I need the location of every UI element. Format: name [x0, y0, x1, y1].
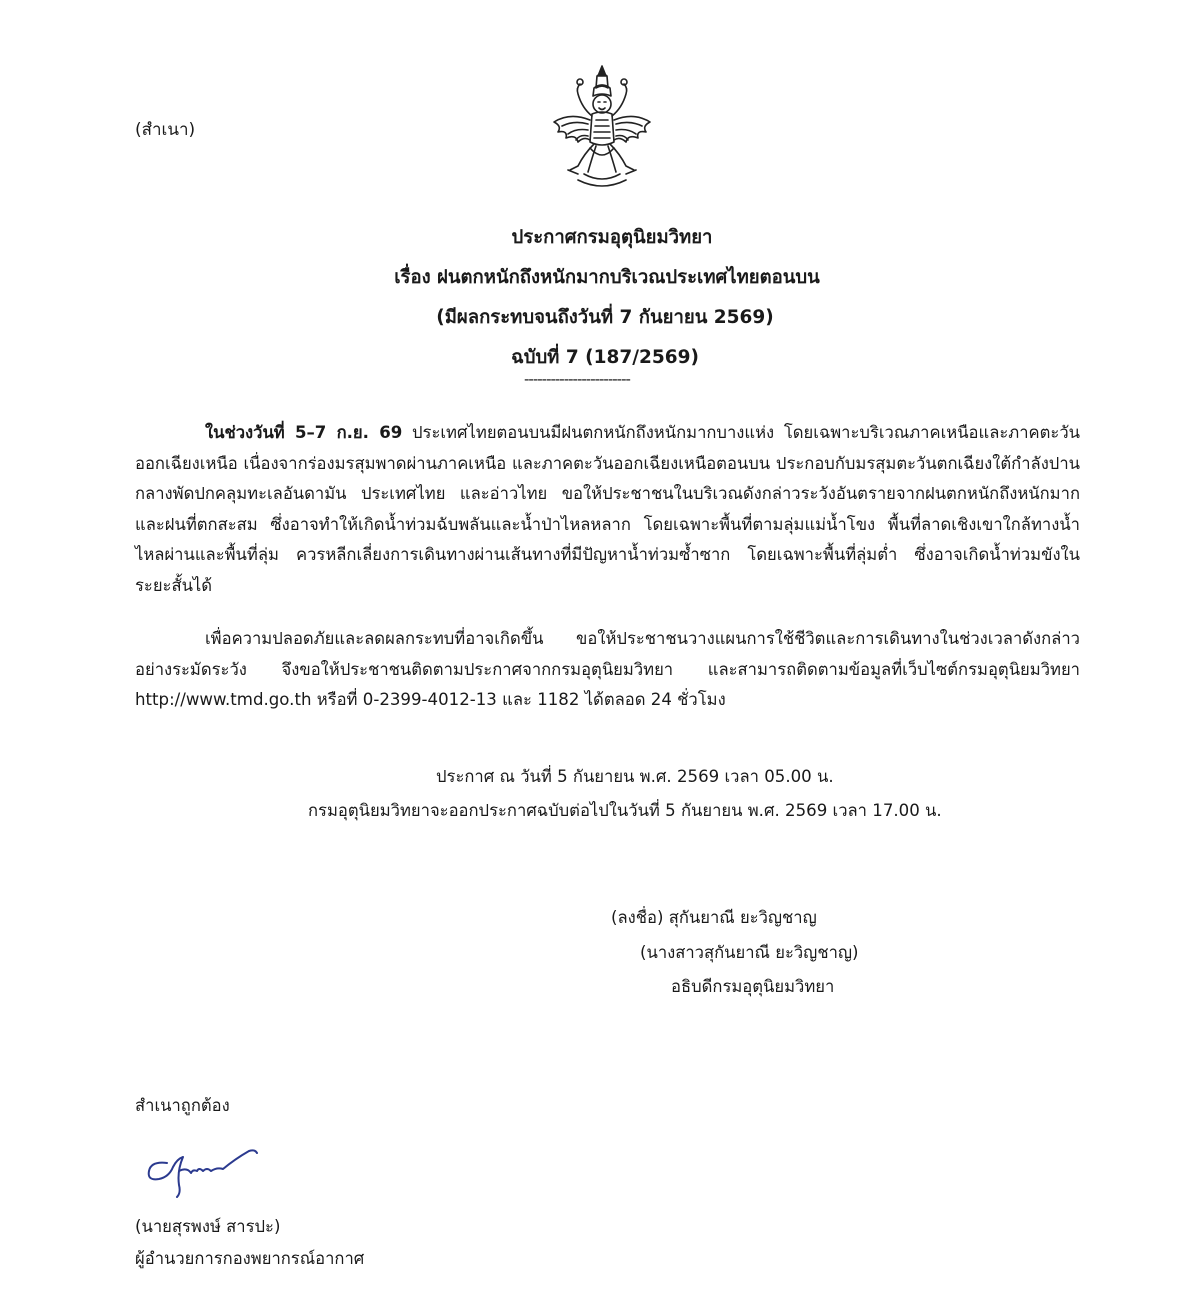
next-issue-note: กรมอุตุนิยมวิทยาจะออกประกาศฉบับต่อไปในวันที่ 5 กันยายน พ.ศ. 2569 เวลา 17.00 น. [308, 801, 942, 820]
title-rule: ------------------------ [524, 370, 630, 388]
certifier-name: (นายสุรพงษ์ สารปะ) [135, 1217, 281, 1236]
signatory-full-name: (นางสาวสุกันยาณี ยะวิญชาญ) [640, 943, 859, 962]
paragraph-1-text: ประเทศไทยตอนบนมีฝนตกหนักถึงหนักมากบางแห่ง โดยเฉพาะบริเวณภาคเหนือและภาคตะวันออกเฉียงเหนือ เนื่องจากร่องมรสุมพาดผ่านภาคเหนือ และภาคตะวันออกเฉียงเหนือตอนบน ประกอบกับมรสุมตะวันตกเฉียงใต้กำลังปานกลางพัดปกคลุมทะเลอันดามัน ประเทศไทย และอ่าวไทย ขอให้ประชาชนในบริเวณดังกล่าวระวังอันตรายจากฝนตกหนักถึงหนักมากและฝนที่ตกสะสม ซึ่งอาจทำให้เกิดน้ำท่วมฉับพลันและน้ำป่าไหลหลาก โดยเฉพาะพื้นที่ตามลุ่มแม่น้ำโขง พื้นที่ลาดเชิงเขาใกล้ทางน้ำไหลผ่านและพื้นที่ลุ่ม ควรหลีกเลี่ยงการเดินทางผ่านเส้นทางที่มีปัญหาน้ำท่วมซ้ำซาก โดยเฉพาะพื้นที่ลุ่มต่ำ ซึ่งอาจเกิดน้ำท่วมขังในระยะสั้นได้ [135, 423, 1080, 595]
title-line-3: (มีผลกระทบจนถึงวันที่ 7 กันยายน 2569) [436, 307, 774, 328]
certifier-position: ผู้อำนวยการกองพยากรณ์อากาศ [135, 1249, 365, 1268]
handwritten-signature-icon [137, 1141, 267, 1201]
certified-copy-label: สำเนาถูกต้อง [135, 1096, 230, 1115]
announcement-title [0, 218, 1200, 378]
paragraph-lead: ในช่วงวันที่ 5–7 ก.ย. 69 [205, 423, 403, 442]
copy-mark: (สำเนา) [135, 120, 196, 140]
body-paragraph-1 [135, 418, 1080, 601]
title-line-2: เรื่อง ฝนตกหนักถึงหนักมากบริเวณประเทศไทยตอนบน [394, 267, 820, 288]
signatory-position: อธิบดีกรมอุตุนิยมวิทยา [671, 977, 835, 996]
issued-date: ประกาศ ณ วันที่ 5 กันยายน พ.ศ. 2569 เวลา 05.00 น. [436, 767, 834, 786]
signatory-signed: (ลงชื่อ) สุกันยาณี ยะวิญชาญ [611, 908, 817, 927]
garuda-emblem-icon [548, 62, 656, 192]
body-paragraph-2: เพื่อความปลอดภัยและลดผลกระทบที่อาจเกิดขึ้น ขอให้ประชาชนวางแผนการใช้ชีวิตและการเดินทางในช่วงเวลาดังกล่าวอย่างระมัดระวัง จึงขอให้ประชาชนติดตามประกาศจากกรมอุตุนิยมวิทยา และสามารถติดตามข้อมูลที่เว็บไซต์กรมอุตุนิยมวิทยา http://www.tmd.go.th หรือที่ 0-2399-4012-13 และ 1182 ได้ตลอด 24 ชั่วโมง [135, 629, 1080, 709]
title-line-1: ประกาศกรมอุตุนิยมวิทยา [511, 227, 713, 248]
title-line-4: ฉบับที่ 7 (187/2569) [511, 347, 699, 368]
